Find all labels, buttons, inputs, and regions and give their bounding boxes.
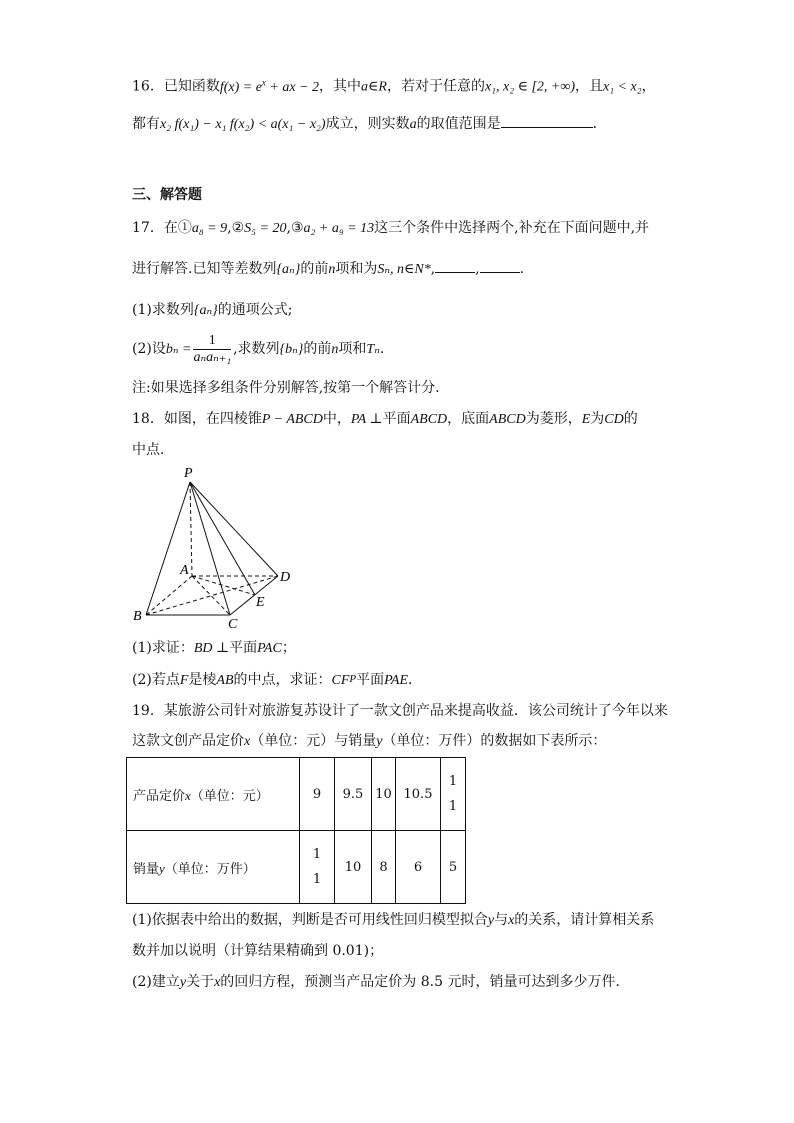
text: （单位：元）	[190, 788, 269, 804]
text: (2)设	[132, 341, 166, 357]
text: 与	[494, 912, 509, 928]
text: 某旅游公司针对旅游复苏设计了一款文创产品来提高收益．该公司统计了今年以来	[163, 703, 668, 719]
q17-part-2	[132, 332, 384, 368]
table-row-price	[127, 758, 466, 831]
text: ,③	[286, 220, 304, 236]
math: Tₙ	[366, 342, 380, 357]
answer-blank[interactable]	[501, 113, 593, 128]
wrapped-value	[441, 774, 465, 814]
edge-PC	[190, 482, 230, 615]
text: 平面	[382, 411, 411, 427]
text: 为	[590, 411, 605, 427]
math: x₂ f(x₁) − x₁ f(x₂) < a(x₁ − x₂)	[160, 117, 326, 132]
text: 产品定价	[133, 788, 186, 804]
math: x	[244, 734, 251, 749]
q16-number: 16．	[132, 78, 164, 95]
math-sup: x	[261, 77, 266, 87]
text: 如图，在四棱锥	[163, 411, 262, 427]
math: {bₙ}	[279, 342, 304, 357]
text: 项和为	[335, 261, 378, 277]
text: 成立，则实数	[325, 116, 410, 132]
table-cell: 6	[396, 831, 441, 904]
text: （单位：元）与销量	[250, 733, 377, 749]
math-rest: + ax − 2	[265, 79, 320, 95]
table-cell: 5	[441, 831, 466, 904]
text: 在①	[163, 220, 192, 236]
text: 的通项公式;	[217, 302, 293, 318]
text: (1)求数列	[132, 302, 194, 318]
text: 的关系，请计算相关系	[514, 912, 655, 928]
math: a₂ + a₉ = 13	[303, 221, 375, 236]
math: n	[328, 262, 336, 277]
q17-line-1	[132, 218, 649, 239]
text: （单位：万件）的数据如下表所示：	[382, 733, 607, 749]
table-cell: 10	[372, 758, 396, 831]
math: PAE	[384, 673, 408, 688]
text: 销量	[133, 861, 160, 877]
text: ，其中	[319, 78, 362, 95]
math: a₈ = 9	[191, 221, 228, 236]
label-D: D	[280, 570, 291, 585]
text: 1	[448, 774, 458, 789]
text: ,	[430, 261, 436, 277]
q19-number: 19．	[132, 703, 164, 719]
text: (1)依据表中给出的数据，判断是否可用线性回归模型拟合	[132, 912, 488, 928]
q18-line-1	[132, 409, 638, 430]
math: ABCD	[489, 412, 526, 427]
pyramid-figure	[128, 462, 308, 632]
text: 的	[623, 411, 638, 427]
math: y	[376, 734, 383, 749]
text: 都有	[132, 116, 160, 132]
fraction-numerator: 1	[193, 333, 231, 350]
q19-line-2	[132, 731, 606, 752]
text: ；	[281, 640, 296, 656]
wrapped-value	[300, 847, 334, 887]
math: a∈R	[361, 79, 387, 95]
text: 1	[312, 847, 322, 862]
q18-part-2	[132, 669, 422, 691]
q17-note: 注:如果选择多组条件分别解答,按第一个解答计分.	[132, 380, 440, 396]
data-table	[126, 757, 466, 904]
q19-part-1	[132, 910, 654, 931]
text: (2)建立	[132, 974, 180, 990]
label-A: A	[180, 563, 189, 578]
math: CF	[331, 673, 350, 688]
text: ，且	[575, 78, 604, 95]
math: ABCD	[410, 412, 448, 427]
text: 平面	[356, 672, 385, 688]
table-cell	[441, 758, 466, 831]
math	[219, 77, 320, 95]
text: ．	[592, 116, 607, 132]
text: .	[379, 341, 385, 357]
text: ．	[408, 672, 422, 688]
text: 中，	[322, 411, 351, 427]
label-C: C	[228, 617, 238, 632]
text: .	[519, 261, 525, 277]
text: ,②	[227, 220, 245, 236]
edge-PB	[146, 482, 190, 615]
math: P − ABCD	[261, 412, 323, 427]
table-header-sales	[127, 831, 300, 904]
label-P: P	[184, 466, 193, 481]
math-fx: f(x) = e	[219, 79, 262, 95]
math: {aₙ}	[276, 262, 301, 277]
q18-part-1	[132, 638, 296, 659]
section-title: 三、解答题	[132, 187, 202, 203]
text: ,	[475, 261, 480, 277]
label-E: E	[256, 595, 265, 610]
q17-number: 17．	[132, 220, 164, 236]
table-cell: 10.5	[396, 758, 441, 831]
math: x	[508, 913, 515, 928]
math: S₅ = 20	[244, 221, 287, 236]
edge-PD	[190, 482, 278, 576]
edge-PA	[190, 482, 192, 576]
math: BD ⊥	[193, 641, 230, 656]
math: F	[179, 673, 189, 688]
text: 的前	[300, 261, 329, 277]
text: 的中点，求证：	[233, 672, 332, 688]
q19-line-1	[132, 701, 668, 721]
math: bₙ =	[165, 342, 192, 357]
q17-part-1	[132, 300, 292, 321]
table-row-sales	[127, 831, 466, 904]
text: 这款文创产品定价	[132, 733, 244, 749]
math: y	[487, 913, 495, 928]
text: ，	[641, 78, 656, 95]
math: a	[409, 117, 417, 132]
text: ,求数列	[233, 341, 280, 357]
text: 的取值范围是	[416, 116, 501, 132]
math: E	[581, 412, 591, 427]
text: 1	[448, 799, 458, 814]
text: 已知函数	[163, 78, 220, 95]
table-cell: 9	[300, 758, 335, 831]
table-cell: 8	[372, 831, 396, 904]
math: CD	[604, 412, 624, 427]
math: x	[185, 787, 191, 803]
math: x₁, x₂ ∈ [2, +∞)	[484, 79, 576, 95]
text: ，若对于任意的	[386, 78, 485, 95]
table-header-price	[127, 758, 300, 831]
math: n	[331, 342, 339, 357]
text: 是棱	[188, 672, 217, 688]
math: AB	[216, 673, 234, 688]
text: 的前	[303, 341, 332, 357]
text: 关于	[186, 974, 215, 990]
table-cell	[300, 831, 335, 904]
text: (1)求证：	[132, 640, 194, 656]
text: (2)若点	[132, 672, 180, 688]
fraction	[193, 333, 231, 366]
math: x	[214, 975, 221, 990]
text: 的回归方程，预测当产品定价为 8.5 元时，销量可达到多少万件．	[220, 974, 630, 990]
math: x₁ < x₂	[603, 79, 642, 95]
table-cell: 9.5	[335, 758, 372, 831]
q19-part-2	[132, 972, 629, 993]
math: PAC	[257, 641, 282, 656]
text: 进行解答.已知等差数列	[132, 261, 277, 277]
math: y	[179, 975, 187, 990]
text: 1	[312, 872, 322, 887]
q17-line-2	[132, 258, 524, 280]
answer-blank-1[interactable]	[435, 258, 475, 273]
text: （单位：万件）	[164, 861, 256, 877]
q19-part-1-cont: 数并加以说明（计算结果精确到 0.01)；	[132, 943, 384, 959]
text: 为菱形，	[525, 411, 582, 427]
q18-number: 18．	[132, 411, 164, 427]
math: Sₙ, n∈N*	[377, 262, 431, 277]
math: y	[159, 860, 165, 876]
fraction-denominator: aₙaₙ₊₁	[193, 349, 232, 365]
text: 项和	[338, 341, 367, 357]
answer-blank-2[interactable]	[480, 258, 520, 273]
text: 这三个条件中选择两个,补充在下面问题中,并	[374, 220, 650, 236]
text: 平面	[229, 640, 258, 656]
q16-line-1	[132, 72, 656, 98]
label-B: B	[133, 609, 142, 624]
math: {aₙ}	[193, 303, 218, 318]
q16-line-2	[132, 113, 607, 135]
math: PA ⊥	[350, 412, 383, 427]
table-cell: 10	[335, 831, 372, 904]
edge-CD	[230, 576, 278, 615]
math-parallel: P	[349, 673, 357, 685]
q18-line-2: 中点．	[132, 442, 174, 458]
text: ，底面	[447, 411, 490, 427]
